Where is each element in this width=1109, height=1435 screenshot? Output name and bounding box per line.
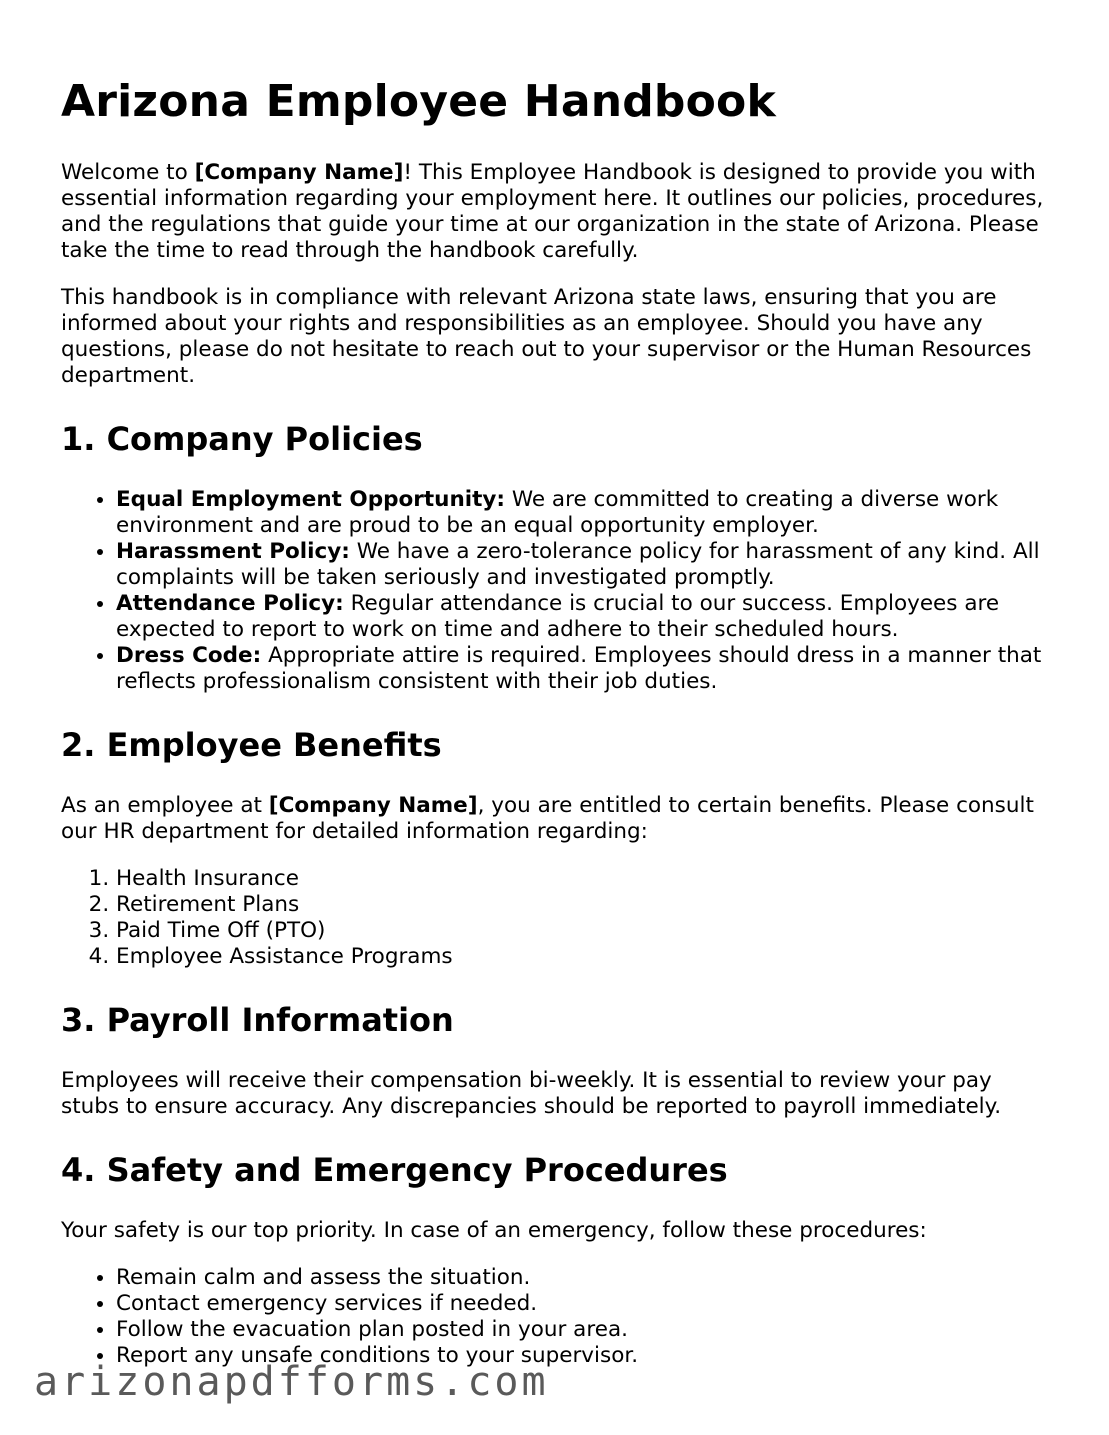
list-item: • Follow the evacuation plan posted in your area. <box>116 1317 1051 1343</box>
policy-label: Equal Employment Opportunity: <box>116 487 506 512</box>
benefits-list <box>61 866 1051 970</box>
list-item: • Report any unsafe conditions to your supervisor. <box>116 1343 1051 1369</box>
policy-label: Harassment Policy: <box>116 539 350 564</box>
list-item <box>116 539 1051 591</box>
company-policies-list <box>61 487 1051 695</box>
list-item: 1. Health Insurance <box>116 866 1051 892</box>
policy-label: Attendance Policy: <box>116 591 344 616</box>
policy-text: Regular attendance is crucial to our success. Employees are expected to report to work on time and adhere to their scheduled hours. <box>116 591 1000 642</box>
list-item: • Contact emergency services if needed. <box>116 1291 1051 1317</box>
safety-procedures-list <box>61 1265 1051 1369</box>
list-item: 4. Employee Assistance Programs <box>116 944 1051 970</box>
site-watermark: arizonapdfforms.com <box>34 1359 549 1405</box>
list-item: • Remain calm and assess the situation. <box>116 1265 1051 1291</box>
safety-paragraph: Your safety is our top priority. In case of an emergency, follow these procedures: <box>61 1218 927 1243</box>
company-name-placeholder: [Company Name] <box>268 793 478 818</box>
policy-text: Appropriate attire is required. Employees should dress in a manner that reflects professionalism consistent with their job duties. <box>116 643 1042 694</box>
intro-paragraph-2: This handbook is in compliance with relevant Arizona state laws, ensuring that you are informed about your rights and responsibilities as an employee. Should you have any questions, please do not hesitate to reach out to your supervisor or the Human Resources department. <box>61 285 1032 388</box>
benefits-text-pre: As an employee at <box>61 793 269 818</box>
list-item: 3. Paid Time Off (PTO) <box>116 918 1051 944</box>
section-heading-employee-benefits: 2. Employee Benefits <box>61 726 442 764</box>
benefits-text-post: , you are entitled to certain benefits. Please consult our HR department for detailed information regarding: <box>61 793 1034 844</box>
intro-paragraph-1 <box>61 160 1051 264</box>
intro-text-post: ! This Employee Handbook is designed to provide you with essential information regarding your employment here. It outlines our policies, procedures, and the regulations that guide your time at our organization in the state of Arizona. Please take the time to read through the handbook carefully. <box>61 160 1044 263</box>
policy-text: We are committed to creating a diverse work environment and are proud to be an equal opportunity employer. <box>116 487 999 538</box>
policy-label: Dress Code: <box>116 643 262 668</box>
section-heading-payroll: 3. Payroll Information <box>61 1001 454 1039</box>
policy-text: We have a zero-tolerance policy for harassment of any kind. All complaints will be taken seriously and investigated promptly. <box>116 539 1040 590</box>
list-item <box>116 643 1051 695</box>
section-heading-company-policies: 1. Company Policies <box>61 420 423 458</box>
list-item: 2. Retirement Plans <box>116 892 1051 918</box>
section-heading-safety: 4. Safety and Emergency Procedures <box>61 1151 728 1189</box>
page-title: Arizona Employee Handbook <box>61 76 776 127</box>
list-item <box>116 487 1051 539</box>
document-page <box>61 74 1051 1369</box>
list-item <box>116 591 1051 643</box>
intro-text-pre: Welcome to <box>61 160 195 185</box>
payroll-paragraph: Employees will receive their compensation bi-weekly. It is essential to review your pay stubs to ensure accuracy. Any discrepancies should be reported to payroll immediately. <box>61 1068 1002 1119</box>
company-name-placeholder: [Company Name] <box>194 160 404 185</box>
benefits-paragraph <box>61 793 1051 845</box>
